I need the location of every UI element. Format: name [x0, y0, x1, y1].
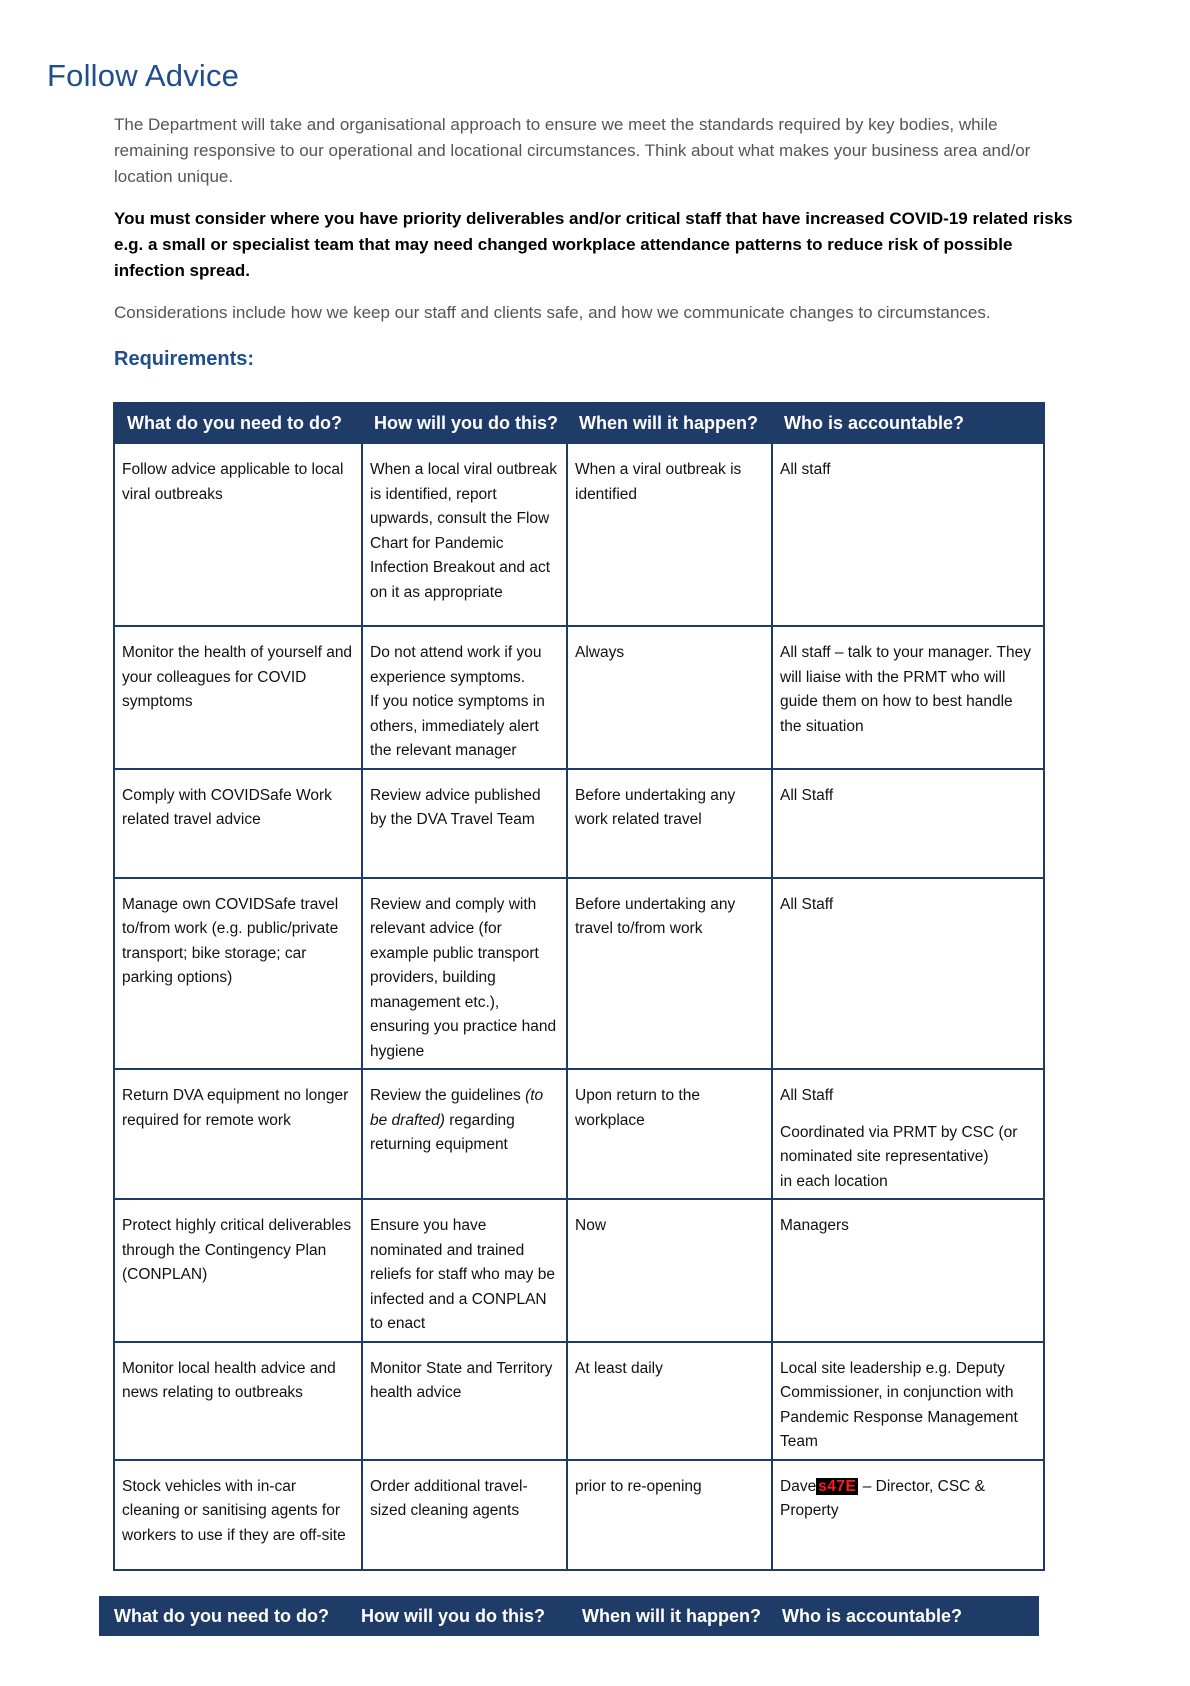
column-header-who: Who is accountable?	[772, 403, 1044, 443]
cell-who: All staff	[772, 443, 1044, 626]
cell-when: At least daily	[567, 1342, 772, 1460]
cell-when: Upon return to the workplace	[567, 1069, 772, 1199]
table-row	[114, 1342, 1044, 1460]
cell-what: Manage own COVIDSafe travel to/from work (e.g. public/private transport; bike storage; car parking options)	[114, 878, 362, 1070]
column-header-what: What do you need to do?	[114, 403, 362, 443]
cell-how: Monitor State and Territory health advice	[362, 1342, 567, 1460]
footer-header-what: What do you need to do?	[114, 1606, 329, 1626]
cell-who-line: in each location	[780, 1172, 888, 1190]
cell-who: Local site leadership e.g. Deputy Commissioner, in conjunction with Pandemic Response Management Team	[772, 1342, 1044, 1460]
cell-how	[362, 1069, 567, 1199]
repeated-table-header	[99, 1596, 1039, 1636]
cell-when: prior to re-opening	[567, 1460, 772, 1570]
cell-who-name: Dave	[780, 1477, 817, 1495]
cell-when: Before undertaking any work related travel	[567, 769, 772, 878]
cell-what: Monitor local health advice and news relating to outbreaks	[114, 1342, 362, 1460]
cell-how-text: regarding returning equipment	[370, 1111, 515, 1153]
redaction-mark: s47E	[818, 1477, 857, 1495]
cell-who	[772, 1069, 1044, 1199]
cell-how: Order additional travel-sized cleaning agents	[362, 1460, 567, 1570]
cell-when: Before undertaking any travel to/from work	[567, 878, 772, 1070]
cell-who	[772, 1460, 1044, 1570]
column-header-when: When will it happen?	[567, 403, 772, 443]
requirements-table	[113, 402, 1045, 1571]
cell-what: Protect highly critical deliverables through the Contingency Plan (CONPLAN)	[114, 1199, 362, 1342]
cell-how-line: If you notice symptoms in others, immediately alert the relevant manager	[370, 693, 545, 759]
cell-how: When a local viral outbreak is identified, report upwards, consult the Flow Chart for Pandemic Infection Breakout and act on it as appropriate	[362, 443, 567, 626]
table-row	[114, 878, 1044, 1070]
footer-header-who: Who is accountable?	[782, 1606, 963, 1626]
cell-who-line: All Staff	[780, 1087, 834, 1104]
table-header-row	[114, 403, 1044, 443]
cell-who-role: – Director, CSC & Property	[780, 1477, 986, 1519]
cell-who: Managers	[772, 1199, 1044, 1342]
footer-header-when: When will it happen?	[582, 1606, 761, 1626]
table-row	[114, 626, 1044, 769]
requirements-heading: Requirements:	[114, 348, 255, 370]
cell-what: Comply with COVIDSafe Work related travel advice	[114, 769, 362, 878]
table-row	[114, 1069, 1044, 1199]
cell-how: Ensure you have nominated and trained reliefs for staff who may be infected and a CONPLAN to enact	[362, 1199, 567, 1342]
cell-how-text: Review the guidelines	[370, 1087, 526, 1104]
cell-when: Always	[567, 626, 772, 769]
cell-how	[362, 626, 567, 769]
cell-how: Review advice published by the DVA Travel Team	[362, 769, 567, 878]
cell-how: Review and comply with relevant advice (for example public transport providers, building management etc.), ensuring you practice hand hygiene	[362, 878, 567, 1070]
page-title: Follow Advice	[47, 58, 240, 93]
cell-who: All Staff	[772, 878, 1044, 1070]
cell-how-emphasis: (to be drafted)	[370, 1087, 544, 1129]
cell-what: Stock vehicles with in-car cleaning or sanitising agents for workers to use if they are off-site	[114, 1460, 362, 1570]
cell-who: All staff – talk to your manager. They will liaise with the PRMT who will guide them on how to best handle the situation	[772, 626, 1044, 769]
cell-who: All Staff	[772, 769, 1044, 878]
cell-who-line: Coordinated via PRMT by CSC (or nominated site representative)	[780, 1123, 1018, 1165]
table-row	[114, 443, 1044, 626]
table-row	[114, 769, 1044, 878]
priority-statement: You must consider where you have priority deliverables and/or critical staff that have increased COVID-19 related risks e.g. a small or specialist team that may need changed workplace attendance patterns to reduce risk of possible infection spread.	[114, 209, 1073, 280]
cell-when: Now	[567, 1199, 772, 1342]
considerations-paragraph: Considerations include how we keep our staff and clients safe, and how we communicate changes to circumstances.	[114, 303, 991, 322]
cell-what: Return DVA equipment no longer required for remote work	[114, 1069, 362, 1199]
cell-how-line: Do not attend work if you experience symptoms.	[370, 644, 542, 686]
cell-what: Monitor the health of yourself and your colleagues for COVID symptoms	[114, 626, 362, 769]
column-header-how: How will you do this?	[362, 403, 567, 443]
intro-paragraph: The Department will take and organisational approach to ensure we meet the standards required by key bodies, while remaining responsive to our operational and locational circumstances. Think about what makes your business area and/or location unique.	[114, 115, 1031, 186]
table-row	[114, 1460, 1044, 1570]
cell-when: When a viral outbreak is identified	[567, 443, 772, 626]
cell-what: Follow advice applicable to local viral outbreaks	[114, 443, 362, 626]
table-row	[114, 1199, 1044, 1342]
footer-header-how: How will you do this?	[361, 1606, 545, 1626]
